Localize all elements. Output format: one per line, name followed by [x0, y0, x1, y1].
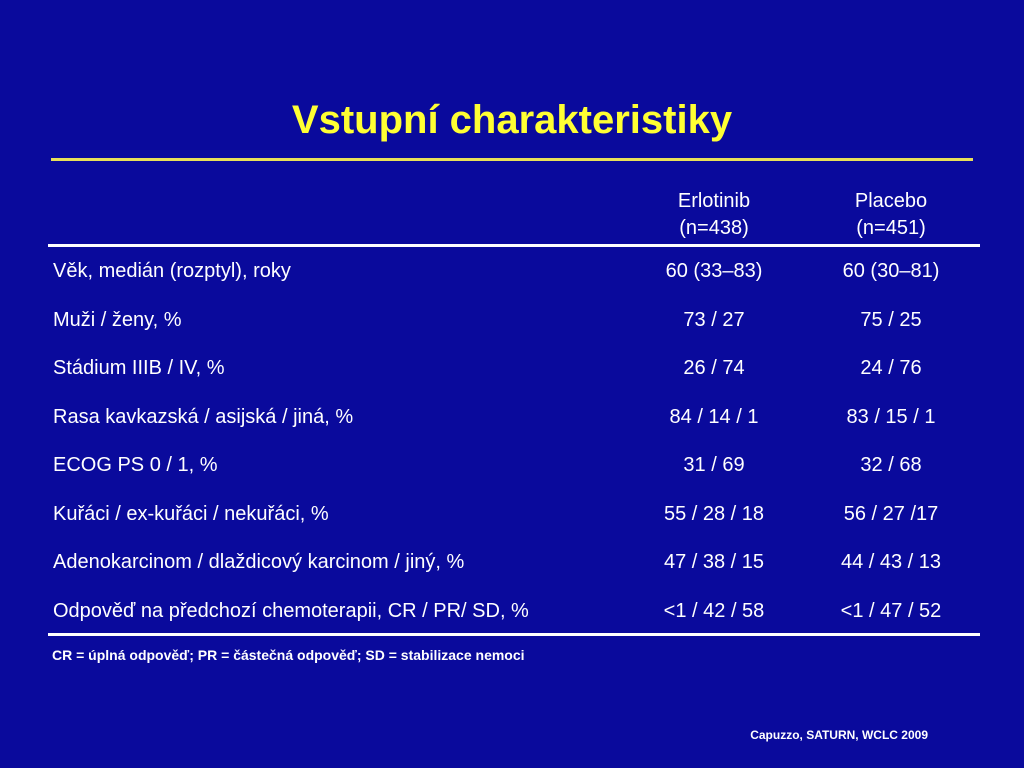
row-label: Rasa kavkazská / asijská / jiná, %: [53, 405, 354, 428]
erlotinib-value: 47 / 38 / 15: [663, 551, 765, 573]
table-header: [48, 188, 980, 242]
placebo-value: 60 (30–81): [842, 260, 940, 282]
erlotinib-value: 31 / 69: [683, 454, 745, 476]
table-row: [48, 593, 980, 642]
table-row: [48, 302, 980, 351]
title-underline: [51, 158, 973, 161]
row-label: Věk, medián (rozptyl), roky: [53, 260, 291, 282]
abbreviations-footnote: CR = úplná odpověď; PR = částečná odpověď; SD = stabilizace nemoci: [52, 647, 525, 663]
column-header-erlotinib: [624, 188, 804, 242]
column-header-placebo: [801, 188, 981, 242]
erlotinib-value: 55 / 28 / 18: [663, 502, 765, 525]
source-citation: Capuzzo, SATURN, WCLC 2009: [750, 728, 928, 742]
table-row: [48, 544, 980, 593]
slide-title: Vstupní charakteristiky: [291, 98, 733, 142]
row-label: ECOG PS 0 / 1, %: [53, 454, 218, 476]
placebo-value: <1 / 47 / 52: [840, 599, 942, 622]
table-row: [48, 447, 980, 496]
erlotinib-value: 26 / 74: [683, 357, 745, 379]
placebo-value: 56 / 27 /17: [843, 502, 939, 525]
erlotinib-value: 60 (33–83): [665, 260, 763, 282]
placebo-value: 24 / 76: [860, 357, 922, 379]
row-label: Adenokarcinom / dlaždicový karcinom / jiný, %: [53, 551, 465, 573]
row-label: Muži / ženy, %: [53, 308, 182, 331]
row-label: Kuřáci / ex-kuřáci / nekuřáci, %: [53, 502, 329, 525]
baseline-characteristics-table: [48, 188, 980, 636]
row-label: Stádium IIIB / IV, %: [53, 357, 225, 379]
placebo-value: 83 / 15 / 1: [846, 405, 936, 428]
column-header-name: Placebo: [854, 190, 928, 212]
erlotinib-value: <1 / 42 / 58: [663, 599, 765, 622]
table-body: [48, 247, 980, 641]
column-header-name: Erlotinib: [677, 190, 751, 212]
erlotinib-value: 73 / 27: [683, 308, 745, 331]
erlotinib-value: 84 / 14 / 1: [669, 405, 759, 428]
placebo-value: 32 / 68: [860, 454, 922, 476]
row-label: Odpověď na předchozí chemoterapii, CR / PR/ SD, %: [53, 599, 529, 622]
table-row: [48, 253, 980, 302]
column-header-n: (n=438): [679, 217, 749, 239]
table-row: [48, 496, 980, 545]
table-row: [48, 350, 980, 399]
placebo-value: 75 / 25: [860, 308, 922, 331]
column-header-n: (n=451): [856, 217, 926, 239]
placebo-value: 44 / 43 / 13: [840, 551, 942, 573]
table-row: [48, 399, 980, 448]
